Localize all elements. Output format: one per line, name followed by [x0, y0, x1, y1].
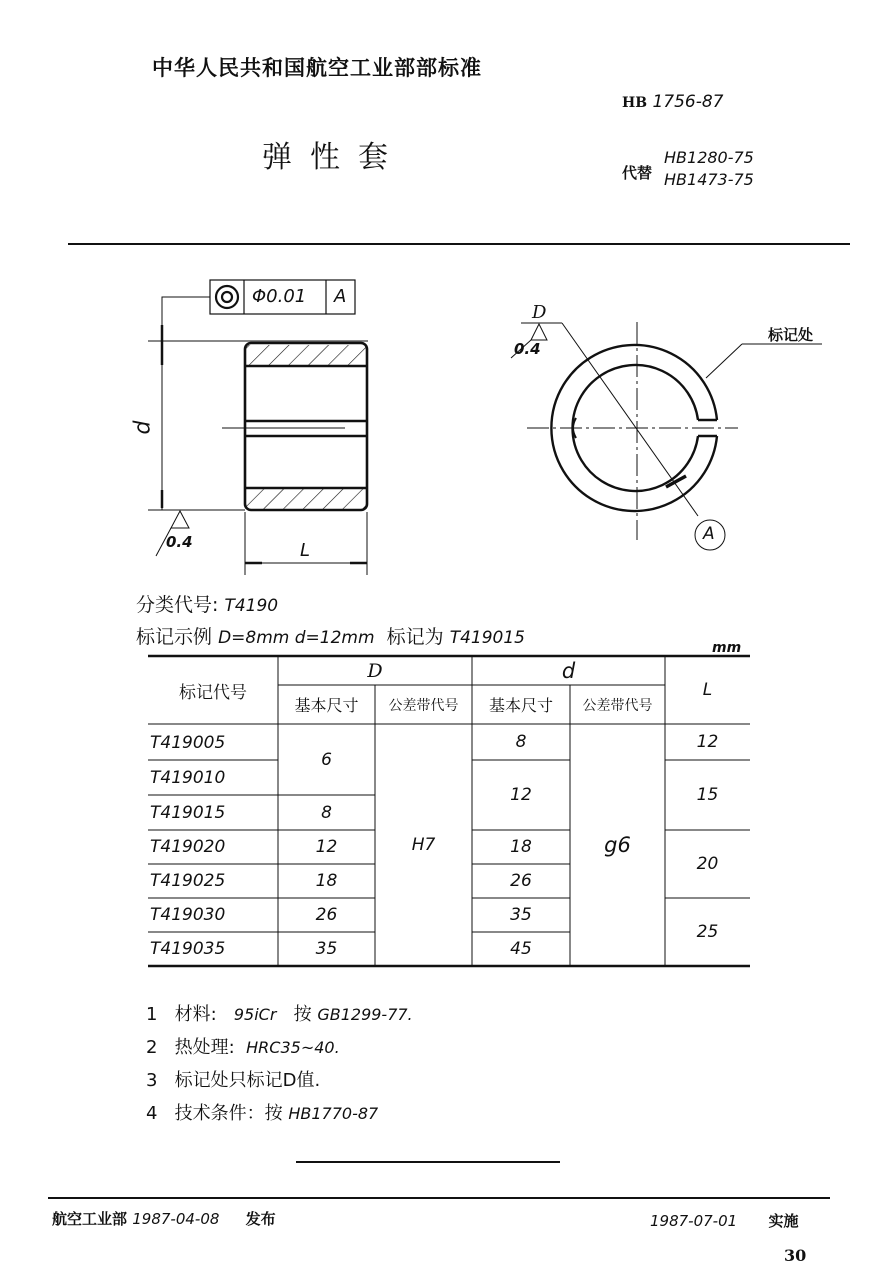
- table-row-code: T419010: [150, 767, 226, 788]
- note-3: [146, 1066, 320, 1092]
- cell-D-basic: 35: [315, 939, 338, 959]
- page-number: 30: [784, 1246, 807, 1265]
- cell-L: 15: [696, 785, 719, 805]
- cell-L: 12: [696, 732, 719, 752]
- cell-D-basic: 8: [321, 802, 332, 823]
- cell-d-basic: 12: [510, 785, 532, 805]
- table-row-code: T419030: [150, 905, 226, 925]
- table-row-code: T419025: [150, 871, 226, 891]
- classification-code: 分类代号: T4190: [136, 594, 279, 616]
- note-text: HB1770-87: [288, 1104, 379, 1123]
- note-number: 1: [146, 1004, 158, 1025]
- cell-d-basic: 35: [510, 905, 532, 925]
- standard-number-value: 1756-87: [652, 92, 724, 112]
- dimension-L-label: L: [300, 540, 311, 561]
- note-text: 95iCr: [233, 1005, 277, 1024]
- issue-label: 发布: [245, 1210, 276, 1228]
- tolerance-value: Φ0.01: [252, 286, 307, 307]
- note-1: 1 材料: 95iCr 按 GB1299-77.: [146, 1004, 413, 1025]
- cell-d-basic: 8: [515, 732, 527, 752]
- note-label: 技术条件：按: [174, 1103, 283, 1124]
- cell-d-basic: 26: [510, 871, 532, 891]
- dimension-d-label: d: [130, 420, 156, 435]
- marking-location-label: 标记处: [768, 326, 814, 344]
- marking-example: [136, 622, 525, 649]
- note-ref: GB1299-77.: [317, 1005, 413, 1024]
- cell-L: 20: [696, 854, 719, 874]
- roughness-right: 0.4: [514, 340, 541, 358]
- cell-D-basic: 26: [315, 905, 338, 925]
- example-mark-value: T419015: [449, 628, 525, 648]
- issuing-organization: 中华人民共和国航空工业部部标准: [152, 56, 482, 80]
- end-rule: [296, 1161, 560, 1163]
- header-L: L: [702, 680, 713, 700]
- footer-divider: [48, 1197, 830, 1199]
- note-4: [146, 1099, 378, 1125]
- datum-a-label: A: [703, 524, 715, 544]
- note-label: 材料: [174, 1004, 211, 1025]
- table-row-code: T419005: [150, 733, 226, 753]
- header-D: D: [367, 659, 383, 682]
- roughness-left: 0.4: [166, 533, 193, 551]
- table-unit: mm: [712, 640, 742, 656]
- header-d-basic: 基本尺寸: [488, 696, 553, 715]
- header-d-tolerance: 公差带代号: [582, 697, 653, 714]
- cell-d-basic: 18: [510, 837, 532, 857]
- header-D-tolerance: 公差带代号: [388, 697, 459, 714]
- example-value: D=8mm d=12mm: [218, 628, 375, 648]
- dimension-D-label: D: [532, 302, 547, 323]
- cell-d-tolerance: g6: [604, 833, 631, 857]
- cell-D-basic: 6: [321, 749, 332, 770]
- footer-issue: [52, 1208, 276, 1229]
- example-mark-label: 标记为: [386, 626, 444, 648]
- table-row-code: T419035: [150, 939, 226, 959]
- cell-D-basic: 12: [315, 837, 338, 857]
- note-number: 3: [146, 1070, 158, 1091]
- header-code: 标记代号: [179, 682, 247, 703]
- replaces-standard-1: HB1280-75: [664, 148, 754, 167]
- footer-effective: [650, 1210, 799, 1231]
- effective-label: 实施: [768, 1212, 799, 1230]
- table-row-code: T419015: [150, 802, 226, 823]
- header-D-basic: 基本尺寸: [294, 696, 359, 715]
- replaces-label: 代替: [622, 164, 653, 182]
- issuer: 航空工业部: [52, 1210, 128, 1228]
- note-label: 标记处只标记D值.: [174, 1070, 321, 1091]
- classification-label: 分类代号: [136, 594, 213, 616]
- cell-L: 25: [696, 922, 719, 942]
- replaces-standard-2: HB1473-75: [664, 170, 754, 189]
- note-label: 热处理: [174, 1037, 229, 1058]
- effective-date: 1987-07-01: [650, 1212, 738, 1230]
- cell-D-tolerance: H7: [411, 835, 436, 855]
- note-ref-label: 按: [293, 1004, 312, 1025]
- note-2: 2 热处理: HRC35~40.: [146, 1037, 340, 1058]
- issue-date: 1987-04-08: [132, 1210, 220, 1228]
- cell-d-basic: 45: [510, 939, 532, 959]
- header-d: d: [561, 658, 576, 683]
- table-row-code: T419020: [150, 837, 226, 857]
- classification-value: T4190: [224, 596, 279, 616]
- document-title: 弹性套: [262, 140, 406, 175]
- standard-prefix: HB: [622, 95, 648, 111]
- note-number: 4: [146, 1103, 158, 1124]
- example-label: 标记示例: [136, 626, 213, 648]
- tolerance-datum: A: [334, 286, 347, 307]
- note-number: 2: [146, 1037, 158, 1058]
- cell-D-basic: 18: [315, 871, 338, 891]
- note-text: HRC35~40.: [246, 1038, 340, 1057]
